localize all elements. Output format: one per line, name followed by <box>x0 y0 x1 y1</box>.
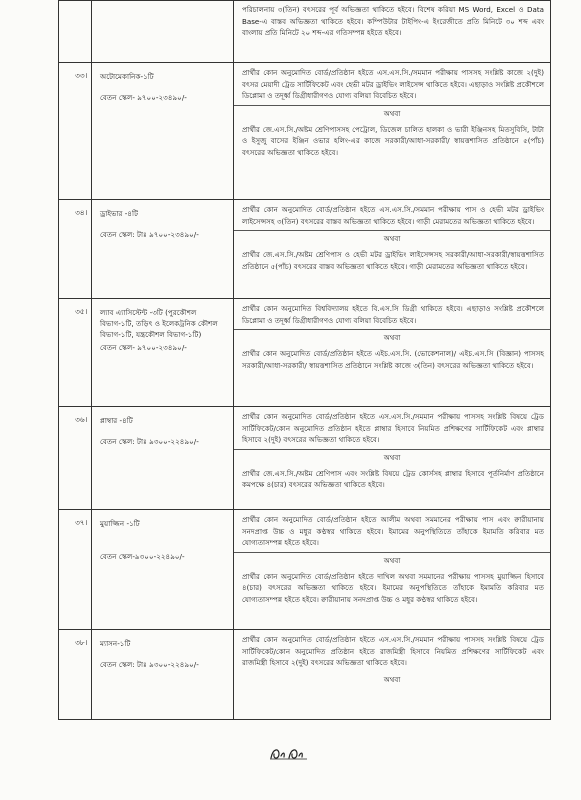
table-row <box>59 63 551 200</box>
qualification-cell <box>234 407 551 510</box>
post-cell <box>92 407 234 510</box>
serial-number: ৩৪। <box>59 200 92 299</box>
post-cell <box>92 630 234 720</box>
pay-scale: বেতন স্কেল: টাঃ ৯৩০০-২২৪৯০/- <box>100 660 199 669</box>
table-row <box>59 510 551 630</box>
post-name: অটোমেকানিক-১টি <box>100 72 154 81</box>
serial-number: ৩৩। <box>59 63 92 200</box>
serial-number: ৩৫। <box>59 299 92 407</box>
post-cell <box>92 1 234 63</box>
serial-cell <box>59 1 92 63</box>
pay-scale: বেতন স্কেল: টাঃ ৯৭০০-২৩৪৯০/- <box>100 230 199 239</box>
or-label: অথবা <box>234 105 550 120</box>
qualification-primary: প্রার্থীর কোন অনুমোদিত বোর্ড/প্রতিষ্ঠান হইতে আলীম অথবা সমমানের পরীক্ষায় পাস এবং ক্বারীয়ানায় সনদপ্রাপ্ত উচ্চ ও মধুর কণ্ঠস্বর থাকিতে হইবে। ইমামের অনুপস্থিতিতে তাঁহাকে ইমামতি করিবার মত যোগ্যতাসম্পন্ন হইতে হইবে। <box>242 515 544 548</box>
qualification-cell <box>234 1 551 63</box>
table-row <box>59 630 551 720</box>
serial-number: ৩৭। <box>59 510 92 630</box>
qualification-cell <box>234 630 551 720</box>
qualification-primary: প্রার্থীর কোন অনুমোদিত বিশ্ববিদ্যালয় হইতে বি.এস.সি ডিগ্রী থাকিতে হইবে। এছাড়াও সংশ্লিষ্ট প্রকৌশলে ডিপ্লোমা ও তদূর্ধ্ব ডিগ্রীধারীগণও যোগ্য বলিয়া বিবেচিত হইবে। <box>242 304 544 325</box>
page-number-mark <box>267 742 311 764</box>
qualification-cell <box>234 200 551 299</box>
pay-scale: বেতন স্কেল-৯৩০০-২২৪৯০/- <box>100 552 185 561</box>
table-row <box>59 407 551 510</box>
post-name: ম্যাসন-১টি <box>100 639 131 648</box>
table-row <box>59 200 551 299</box>
qualification-text: পরিচালনায় ৩(তিন) বৎসরের পূর্ব অভিজ্ঞতা থাকিতে হইবে। বিশেষ করিয়া MS Word, Excel ও Data Base-এ বাস্তব অভিজ্ঞতা থাকিতে হইবে। কম্পিউটার টাইপিং-এ ইংরেজীতে প্রতি মিনিটে ৩০ শব্দ এবং বাংলায় প্রতি মিনিটে ২০ শব্দ-এর গতিসম্পন্ন হইতে হইবে। <box>242 5 544 38</box>
pay-scale: বেতন স্কেল: টাঃ ৯৩০০-২২৪৯০/- <box>100 437 199 446</box>
post-cell <box>92 299 234 407</box>
or-label: অথবা <box>234 449 550 464</box>
qualification-primary: প্রার্থীর কোন অনুমোদিত বোর্ড/প্রতিষ্ঠান হইতে এস.এস.সি./সমমান পরীক্ষায় পাসসহ সংশ্লিষ্ট কাজে ২(দুই) বৎসর মেয়াদী ট্রেড সার্টিফিকেট এবং হেভী মটর ড্রাইভিং লাইসেন্স থাকিতে হইবে। এছাড়াও সংশ্লিষ্ট প্রকৌশলে ডিপ্লোমা ও তদূর্ধ্ব ডিগ্রীধারীগণও যোগ্য বলিয়া বিবেচিত হইবে। <box>242 68 544 101</box>
pay-scale: বেতন স্কেল- ৯৭০০-২৩৪৯০/- <box>100 343 187 352</box>
post-name: প্লাম্বার -৪টি <box>100 416 133 425</box>
pay-scale: বেতন স্কেল- ৯৭০০-২৩৪৯০/- <box>100 93 187 102</box>
qualification-alternative: প্রার্থীর কোন অনুমোদিত বোর্ড/প্রতিষ্ঠান হইতে দাখিল অথবা সমমানের পরীক্ষায় পাসসহ মুয়াজ্জিন হিসাবে ৪(চার) বৎসরের অভিজ্ঞতা থাকিতে হইবে। ইমামের অনুপস্থিতিতে তাঁহাকে ইমামতি করিবার মত যোগ্যতাসম্পন্ন হইতে হইবে। ক্বারীয়ানায় সনদপ্রাপ্ত উচ্চ ও মধুর কণ্ঠস্বর থাকিতে হইবে। <box>242 571 544 604</box>
or-label: অথবা <box>383 675 401 684</box>
qualification-alternative: প্রার্থীর কোন অনুমোদিত বোর্ড/প্রতিষ্ঠান হইতে এইচ.এস.সি. (ভোকেশনাল)/ এইচ.এস.সি (বিজ্ঞান) পাসসহ সরকারী/আধা-সরকারী/ স্বায়ত্তশাসিত প্রতিষ্ঠানে সংশ্লিষ্ট কাজে ৩(তিন) বৎসরের অভিজ্ঞতা থাকিতে হইবে। <box>242 349 544 370</box>
qualification-cell <box>234 299 551 407</box>
or-label: অথবা <box>234 552 550 567</box>
serial-number: ৩৬। <box>59 407 92 510</box>
or-label: অথবা <box>234 230 550 245</box>
recruitment-table <box>58 0 551 720</box>
qualification-primary: প্রার্থীর কোন অনুমোদিত বোর্ড/প্রতিষ্ঠান হইতে এস.এস.সি./সমমান পরীক্ষায় পাস ও হেভী মটর ড্রাইভিং লাইসেন্সসহ ৩(তিন) বৎসরের বাস্তব অভিজ্ঞতা থাকিতে হইবে। গাড়ী মেরামতের অভিজ্ঞতা থাকিতে হইবে। <box>242 205 544 226</box>
qualification-primary: প্রার্থীর কোন অনুমোদিত বোর্ড/প্রতিষ্ঠান হইতে এস.এস.সি./সমমান পরীক্ষায় পাসসহ সংশ্লিষ্ট বিষয়ে ট্রেড সার্টিফিকেট/কোন অনুমোদিত প্রতিষ্ঠান হইতে প্লাম্বার হিসাবে নিয়মিত প্রশিক্ষণের সার্টিফিকেট এবং প্লাম্বার হিসাবে ২(দুই) বৎসরের অভিজ্ঞতা থাকিতে হইবে। <box>242 412 544 445</box>
qualification-alternative: প্রার্থীর জে.এস.সি./অষ্টম শ্রেণিপাস এবং সংশ্লিষ্ট বিষয়ে ট্রেড কোর্সসহ প্লাম্বার হিসাবে পূর্তনির্মাণ প্রতিষ্ঠানে কমপক্ষে ৪(চার) বৎসরের অভিজ্ঞতা থাকিতে হইবে। <box>242 468 544 490</box>
post-cell <box>92 200 234 299</box>
table-row <box>59 299 551 407</box>
qualification-alternative: প্রার্থীর জে.এস.সি./অষ্টম শ্রেণিপাস ও হেভী মটর ড্রাইভিং লাইসেন্সসহ সরকারী/আধা-সরকারী/স্বায়ত্তশাসিত প্রতিষ্ঠানে ৫(পাঁচ) বৎসরের বাস্তব অভিজ্ঞতা থাকিতে হইবে। গাড়ী মেরামতের অভিজ্ঞতা থাকিতে হইবে। <box>242 250 544 271</box>
qualification-cell <box>234 63 551 200</box>
qualification-cell <box>234 510 551 630</box>
post-name: ড্রাইভার -৪টি <box>100 209 139 218</box>
serial-number: ৩৮। <box>59 630 92 720</box>
table-row-continued <box>59 1 551 63</box>
qualification-primary: প্রার্থীর কোন অনুমোদিত বোর্ড/প্রতিষ্ঠান হইতে এস.এস.সি./সমমান পরীক্ষায় পাসসহ সংশ্লিষ্ট বিষয়ে ট্রেড সার্টিফিকেট/কোন অনুমোদিত প্রতিষ্ঠান হইতে রাজমিস্ত্রী হিসাবে নিয়মিত প্রশিক্ষণের সার্টিফিকেট এবং রাজমিস্ত্রী হিসাবে ২(দুই) বৎসরের অভিজ্ঞতা থাকিতে হইবে। <box>242 635 544 668</box>
post-cell <box>92 63 234 200</box>
qualification-alternative: প্রার্থীর জে.এস.সি./অষ্টম শ্রেণিপাসসহ পেট্রোল, ডিজেল চালিত হালকা ও ভারী ইঞ্জিনসহ মিতসুবিসি, টাটা ও ইসুজু বাসের ইঞ্জিন ওভার হলিং-এর কাজে সরকারী/আধা-সরকারী/ স্বায়ত্তশাসিত প্রতিষ্ঠানে ৫(পাঁচ) বৎসরের অভিজ্ঞতা থাকিতে হইবে। <box>242 124 544 157</box>
post-name: ল্যাব এ্যাসিস্টেন্ট -৩টি (পুরকৌশল বিভাগ-১টি, তড়িৎ ও ইলেকট্রনিক কৌশল বিভাগ-১টি, যন্ত্রকৌশল বিভাগ-১টি) <box>100 308 218 339</box>
post-name: মুয়াজ্জিন -১টি <box>100 519 140 528</box>
post-cell <box>92 510 234 630</box>
or-label: অথবা <box>234 329 550 344</box>
